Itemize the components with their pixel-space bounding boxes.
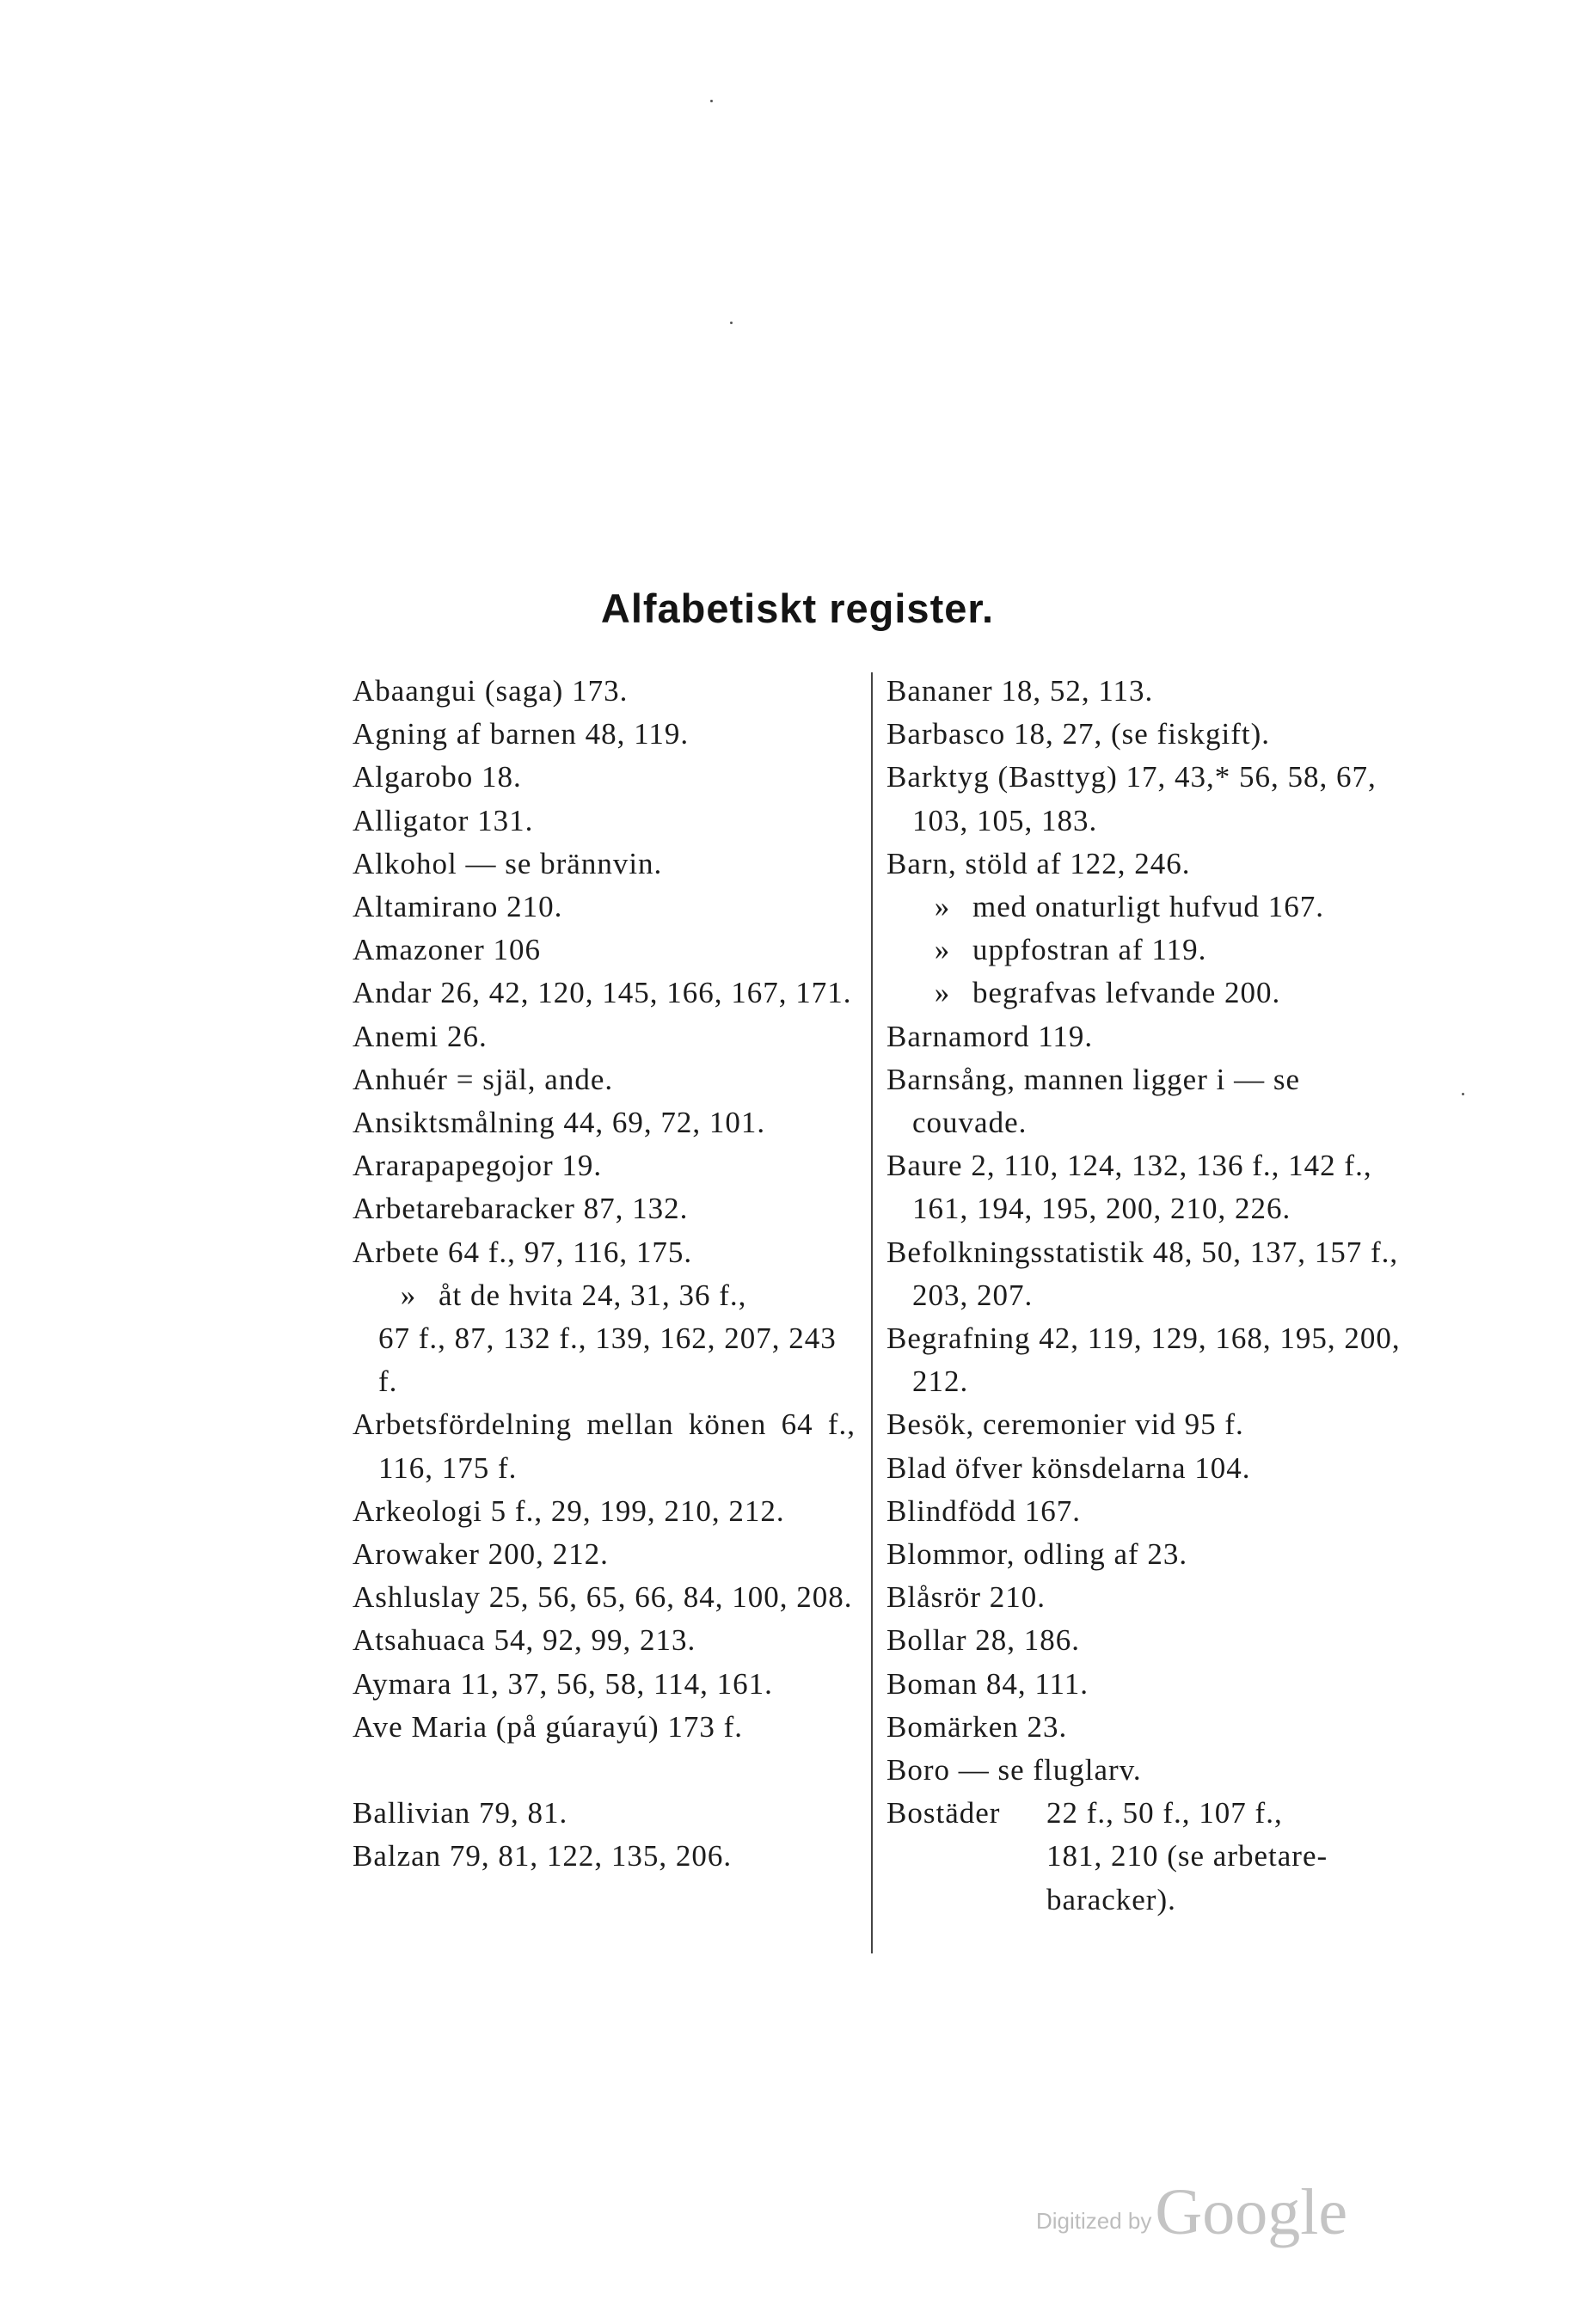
index-entry: Altamirano 210.	[353, 890, 563, 924]
index-entry: Anhuér = själ, ande.	[353, 1062, 614, 1096]
index-column-right	[886, 670, 1411, 1922]
index-subentry	[353, 1274, 856, 1317]
index-entry: Befolkningsstatistik 48, 50, 137, 157 f., 203, 207.	[886, 1235, 1399, 1312]
index-entry-head: Bostäder	[886, 1796, 1001, 1830]
index-entry: Boman 84, 111.	[886, 1666, 1089, 1701]
digitized-watermark	[1036, 2175, 1347, 2250]
scan-speck	[730, 322, 733, 324]
index-entry: Blad öfver könsdelarna 104.	[886, 1450, 1251, 1485]
index-subentry	[886, 972, 1411, 1015]
watermark-prefix: Digitized by	[1036, 2208, 1152, 2234]
index-entry: Blindfödd 167.	[886, 1493, 1081, 1528]
index-entry: Barbasco 18, 27, (se fiskgift).	[886, 717, 1271, 751]
ditto-mark: »	[934, 933, 951, 967]
index-entry: Ansiktsmålning 44, 69, 72, 101.	[353, 1106, 766, 1140]
index-entry: Alkohol — se brännvin.	[353, 846, 663, 880]
index-entry: Alligator 131.	[353, 803, 534, 837]
ditto-mark: »	[934, 976, 951, 1010]
index-subentry-text: begrafvas lefvande 200.	[972, 976, 1281, 1010]
index-entry: Besök, ceremonier vid 95 f.	[886, 1407, 1244, 1442]
section-gap	[353, 1749, 856, 1792]
index-subentry-text: uppfostran af 119.	[972, 933, 1207, 967]
index-entry: Arbetsfördelning mellan könen 64 f., 116, 175 f.	[353, 1407, 856, 1485]
google-logo: Google	[1155, 2176, 1348, 2248]
index-entry-hanging	[886, 1792, 1411, 1835]
index-entry: Ballivian 79, 81.	[353, 1796, 568, 1830]
index-entry: Abaangui (saga) 173.	[353, 674, 629, 708]
index-entry: Aymara 11, 37, 56, 58, 114, 161.	[353, 1666, 773, 1701]
index-entry: Arbetarebaracker 87, 132.	[353, 1192, 689, 1226]
index-entry: Barktyg (Basttyg) 17, 43,* 56, 58, 67, 103, 105, 183.	[886, 760, 1377, 837]
index-entry: Arkeologi 5 f., 29, 199, 210, 212.	[353, 1493, 785, 1528]
index-entry-line: 181, 210 (se arbetare-	[1046, 1839, 1328, 1873]
index-entry: Barnsång, mannen ligger i — se couvade.	[886, 1062, 1301, 1140]
index-entry: Barn, stöld af 122, 246.	[886, 846, 1191, 880]
scan-speck	[1462, 1093, 1464, 1095]
index-entry: Bollar 28, 186.	[886, 1623, 1080, 1658]
index-entry: Anemi 26.	[353, 1019, 488, 1053]
index-entry: Ararapapegojor 19.	[353, 1149, 603, 1183]
index-entry: Bomärken 23.	[886, 1709, 1068, 1744]
page-title: Alfabetiskt register.	[600, 586, 995, 631]
index-entry: Barnamord 119.	[886, 1019, 1094, 1053]
index-entry: Arbete 64 f., 97, 116, 175.	[353, 1235, 693, 1269]
index-entry: Ashluslay 25, 56, 65, 66, 84, 100, 208.	[353, 1580, 853, 1615]
index-entry: Atsahuaca 54, 92, 99, 213.	[353, 1623, 696, 1658]
index-subentry-continuation: 67 f., 87, 132 f., 139, 162, 207, 243 f.	[378, 1321, 837, 1399]
index-entry: Agning af barnen 48, 119.	[353, 717, 690, 751]
index-entry: Blommor, odling af 23.	[886, 1537, 1188, 1572]
index-subentry	[886, 886, 1411, 929]
index-entry: Boro — se fluglarv.	[886, 1753, 1142, 1787]
ditto-mark: »	[934, 890, 951, 924]
index-entry: Begrafning 42, 119, 129, 168, 195, 200, 212.	[886, 1321, 1401, 1399]
scan-speck	[710, 100, 713, 102]
index-entry: Arowaker 200, 212.	[353, 1537, 609, 1572]
index-entry: Algarobo 18.	[353, 760, 522, 794]
index-entry: Andar 26, 42, 120, 145, 166, 167, 171.	[353, 976, 852, 1010]
index-entry: Ave Maria (på gúarayú) 173 f.	[353, 1709, 744, 1744]
index-entry: Bananer 18, 52, 113.	[886, 674, 1154, 708]
column-divider	[871, 672, 873, 1953]
index-entry: Balzan 79, 81, 122, 135, 206.	[353, 1839, 733, 1873]
index-subentry-text: med onaturligt hufvud 167.	[972, 890, 1325, 924]
index-column-left	[353, 670, 856, 1878]
index-entry: Blåsrör 210.	[886, 1580, 1046, 1615]
index-entry-line: 22 f., 50 f., 107 f.,	[1046, 1796, 1283, 1830]
index-subentry	[886, 929, 1411, 972]
index-entry-line: baracker).	[1046, 1882, 1176, 1916]
index-subentry-text: åt de hvita 24, 31, 36 f.,	[439, 1278, 747, 1312]
index-entry: Baure 2, 110, 124, 132, 136 f., 142 f., 161, 194, 195, 200, 210, 226.	[886, 1149, 1372, 1226]
ditto-mark: »	[400, 1278, 417, 1312]
index-entry: Amazoner 106	[353, 933, 542, 967]
